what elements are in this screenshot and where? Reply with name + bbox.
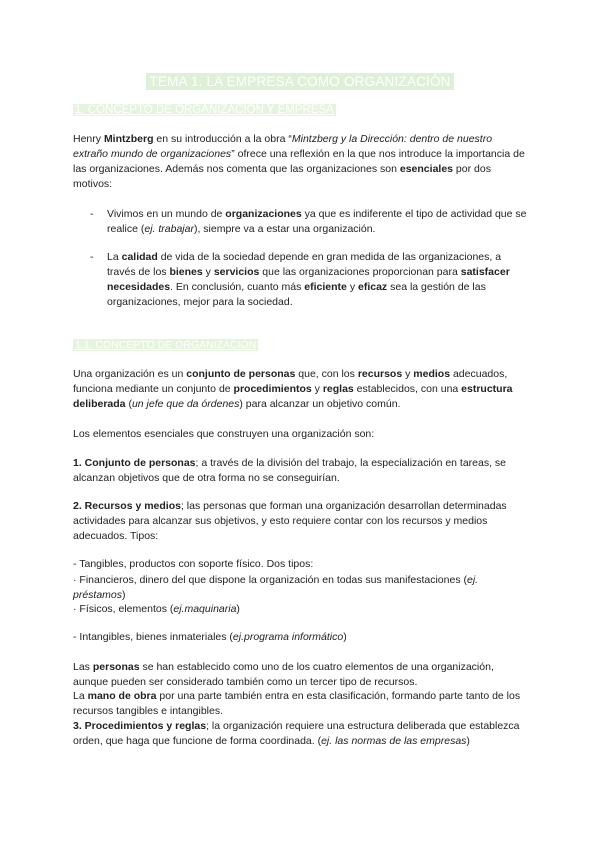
persons-paragraph: Las personas se han establecido como uno de los cuatro elementos de una organización, aunque pueden ser considerado también como un tercer tipo de recursos. [73,661,494,688]
bullet-marker: - [90,208,94,220]
bullet-item: La calidad de vida de la sociedad depende en gran medida de las organizaciones, a través de los bienes y servicios que las organizaciones proporcionan para satisfacer necesidades. En conclusión, cuanto más eficiente y eficaz sea la gestión de las organizaciones, mejor para la sociedad. [107,251,510,308]
subsection-heading: 1.1. CONCEPTO DE ORGANIZACIÓN [75,339,257,351]
element-2-paragraph: 2. Recursos y medios; las personas que forman una organización desarrollan determinadas actividades para alcanzar sus objetivos, y esto requiere contar con los recursos y medios adecuados. Tipos: [73,500,507,542]
definition-paragraph: Una organización es un conjunto de personas que, con los recursos y medios adecuados, funciona mediante un conjunto de procedimientos y reglas establecidos, con una estructura deliberada (un jefe que da órdenes) para alcanzar un objetivo común. [73,368,513,410]
intangible-line: - Intangibles, bienes inmateriales (ej.programa informático) [73,631,347,643]
tangible-line: - Tangibles, productos con soporte físico. Dos tipos: [73,558,314,570]
bullet-marker: - [90,251,94,263]
section-heading: 1. CONCEPTO DE ORGANIZACIÓN Y EMPRESA [75,104,334,116]
element-3-paragraph: 3. Procedimientos y reglas; la organización requiere una estructura deliberada que establezca orden, que haga que funcione de forma coordinada. (ej. las normas de las empresas) [73,720,520,747]
title-wrapper [0,73,600,91]
bullet-item: Vivimos en un mundo de organizaciones ya que es indiferente el tipo de actividad que se realice (ej. trabajar), siempre va a estar una organización. [107,208,527,235]
elements-intro: Los elementos esenciales que construyen una organización son: [73,428,375,440]
physical-line: · Físicos, elementos (ej.maquinaria) [73,603,240,615]
intro-paragraph: Henry Mintzberg en su introducción a la obra “Mintzberg y la Dirección: dentro de nuestro extraño mundo de organizaciones” ofrece una reflexión en la que nos introduce la importancia de las organizaciones. Además nos comenta que las organizaciones son esenciales por dos motivos: [73,133,525,190]
labor-paragraph: La mano de obra por una parte también entra en esta clasificación, formando parte tanto de los recursos tangibles e intangibles. [73,690,521,717]
financial-line: · Financieros, dinero del que dispone la organización en todas sus manifestaciones (ej. préstamos) [73,574,479,601]
document-title: TEMA 1. LA EMPRESA COMO ORGANIZACIÓN [146,73,453,90]
element-1-paragraph: 1. Conjunto de personas; a través de la división del trabajo, la especialización en tareas, se alcanzan objetivos que de otra forma no se conseguirían. [73,457,507,484]
